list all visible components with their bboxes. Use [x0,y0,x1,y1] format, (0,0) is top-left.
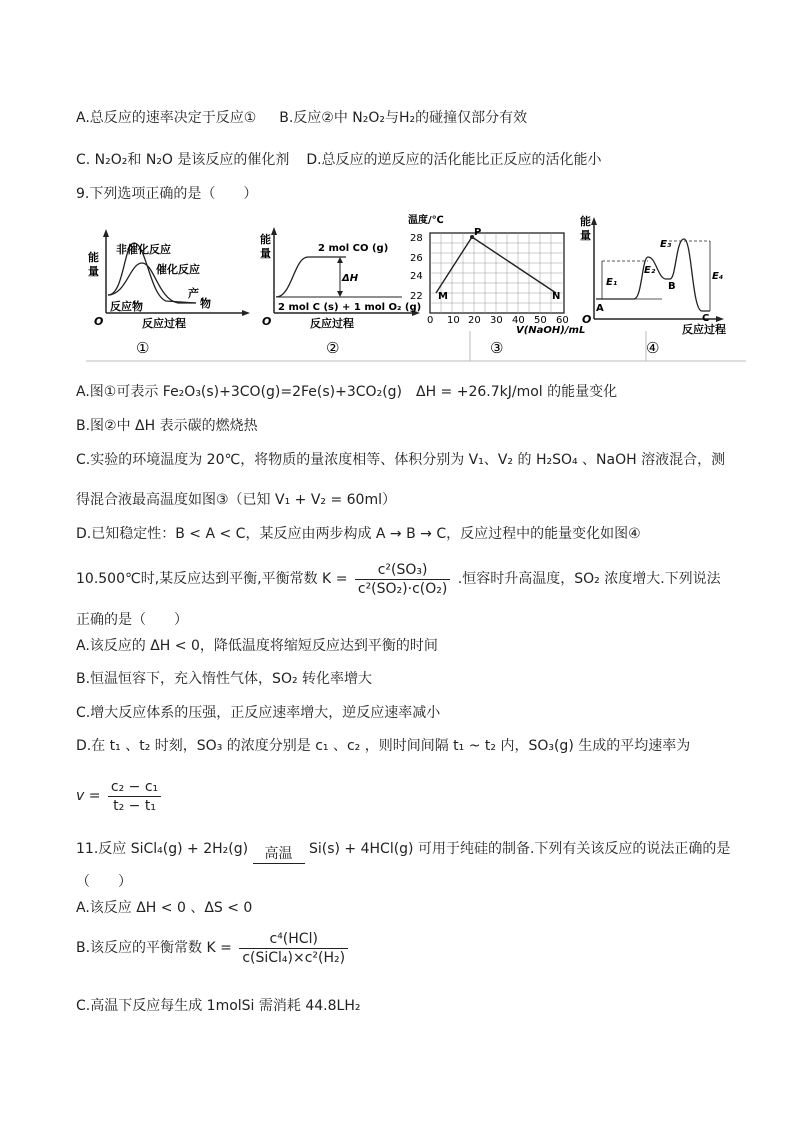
q11-option-b-pre: B.该反应的平衡常数 K = [76,940,232,956]
f3-ytick-26: 26 [410,253,423,264]
q10-stem-line-2: 正确的是（ ） [76,612,188,628]
figure-2 [260,227,421,357]
q10-rate-fraction [108,778,161,815]
q8-option-line-1 [76,108,527,128]
f2-ylabel-bottom: 量 [260,247,271,260]
q11-stem-post: Si(s) + 4HCl(g) 可用于纯硅的制备.下列有关该反应的说法正确的是 [308,841,731,857]
f2-ylabel-top: 能 [260,233,271,246]
q10-option-a: A.该反应的 ΔH < 0，降低温度将缩短反应达到平衡的时间 [76,638,438,654]
f3-label-m: M [438,291,448,302]
f3-ytick-24: 24 [410,271,423,282]
q8-option-b: B.反应②中 N₂O₂与H₂的碰撞仅部分有效 [279,110,528,126]
f2-origin: O [262,315,272,328]
f1-label-catalyzed: 催化反应 [156,263,200,276]
q11-stem [76,834,730,864]
f4-label-e3: E₃ [660,239,672,250]
q11-condition: 高温 [264,846,293,862]
q9-option-c-line-2: 得混合液最高温度如图③（已知 V₁ + V₂ = 60ml） [76,492,396,508]
f2-xlabel: 反应过程 [310,317,354,330]
f3-number: ③ [490,339,504,357]
figure-3 [408,213,585,357]
f3-xtick-40: 40 [512,315,525,326]
f2-label-dh: ΔH [342,273,359,284]
figure-1 [88,229,250,357]
f1-label-product-1: 产 [188,287,199,300]
q10-k-fraction [355,561,450,598]
f1-label-product-2: 物 [200,297,211,310]
q10-k-denominator: c²(SO₂)·c(O₂) [357,580,448,597]
f4-label-b: B [668,281,676,292]
f3-xlabel: V(NaOH)/mL [516,325,586,336]
f1-origin: O [94,315,104,328]
f3-xtick-10: 10 [447,315,460,326]
q10-rate-formula [76,776,164,816]
f3-ylabel: 温度/℃ [408,215,444,226]
q10-stem-pre: 10.500℃时,某反应达到平衡,平衡常数 K = [76,571,348,587]
q11-stem-line-2: （ ） [76,874,132,890]
q10-option-c: C.增大反应体系的压强，正反应速率增大，逆反应速率减小 [76,705,441,721]
q11-condition-arrow [253,846,305,864]
q11-option-c: C.高温下反应每生成 1molSi 需消耗 44.8LH₂ [76,998,361,1014]
f3-xtick-50: 50 [534,315,547,326]
q10-k-numerator: c²(SO₃) [355,561,450,580]
figure-4 [580,214,726,357]
f4-origin: O [582,313,592,326]
q8-option-c: C. N₂O₂和 N₂O 是该反应的催化剂 [76,152,290,168]
f3-xtick-0: 0 [427,315,434,326]
q11-option-b [76,928,351,968]
q9-stem: 9.下列选项正确的是（ ） [76,186,258,202]
q9-option-c-line-1: C.实验的环境温度为 20℃，将物质的量浓度相等、体积分别为 V₁、V₂ 的 H₂SO₄ 、NaOH 溶液混合，测 [76,452,726,468]
f4-label-e2: E₂ [644,265,656,276]
f3-xtick-30: 30 [490,315,503,326]
q11-k-fraction [239,930,348,967]
q11-option-a: A.该反应 ΔH < 0 、ΔS < 0 [76,900,253,916]
f1-label-noncatalyzed: 非催化反应 [116,243,171,256]
q9-option-a: A.图①可表示 Fe₂O₃(s)+3CO(g)=2Fe(s)+3CO₂(g) ΔH = +26.7kJ/mol 的能量变化 [76,384,618,400]
f3-ytick-28: 28 [410,233,423,244]
f4-ylabel-top: 能 [580,215,591,228]
q8-option-line-2 [76,150,602,170]
f3-label-n: N [552,291,561,302]
f4-ylabel-bottom: 量 [580,229,591,242]
q10-stem-post: .恒容时升高温度，SO₂ 浓度增大.下列说法 [457,571,721,587]
q8-option-a: A.总反应的速率决定于反应① [76,110,257,126]
q10-stem [76,560,721,598]
f4-number: ④ [646,339,660,357]
f3-grid [430,233,564,313]
f1-number: ① [136,339,150,357]
f2-number: ② [326,339,340,357]
q8-option-d: D.总反应的逆反应的活化能比正反应的活化能小 [306,152,602,168]
q10-rate-denominator: t₂ − t₁ [113,797,156,814]
f4-label-e1: E₁ [606,277,618,288]
f1-xlabel: 反应过程 [142,317,186,330]
q9-option-d: D.已知稳定性：B < A < C，某反应由两步构成 A → B → C，反应过程中的能量变化如图④ [76,526,641,542]
q9-figures [86,213,746,363]
f3-xtick-20: 20 [468,315,481,326]
q10-option-b: B.恒温恒容下，充入惰性气体，SO₂ 转化率增大 [76,671,373,687]
f3-ytick-22: 22 [410,291,423,302]
q10-option-d: D.在 t₁ 、t₂ 时刻，SO₃ 的浓度分别是 c₁ 、c₂ ，则时间间隔 t₁ ~ t₂ 内，SO₃(g) 生成的平均速率为 [76,738,691,754]
f4-xlabel: 反应过程 [682,323,726,336]
q11-stem-pre: 11.反应 SiCl₄(g) + 2H₂(g) [76,841,249,857]
f3-label-p: P [474,227,482,238]
f4-label-c: C [702,313,710,324]
f2-label-lower: 2 mol C (s) + 1 mol O₂ (g) [278,302,422,313]
f4-label-a: A [596,303,604,314]
f2-label-upper: 2 mol CO (g) [318,243,389,254]
f1-label-reactant: 反应物 [110,300,143,313]
q10-rate-numerator: c₂ − c₁ [108,778,161,797]
q11-k-numerator: c⁴(HCl) [239,930,348,949]
q11-k-denominator: c(SiCl₄)×c²(H₂) [242,949,346,966]
f4-label-e4: E₄ [712,271,724,282]
q10-rate-lhs: v = [76,788,101,804]
q9-option-b: B.图②中 ΔH 表示碳的燃烧热 [76,418,258,434]
f1-ylabel-top: 能 [88,251,99,264]
f1-ylabel-bottom: 量 [88,265,99,278]
f3-xtick-60: 60 [556,315,569,326]
